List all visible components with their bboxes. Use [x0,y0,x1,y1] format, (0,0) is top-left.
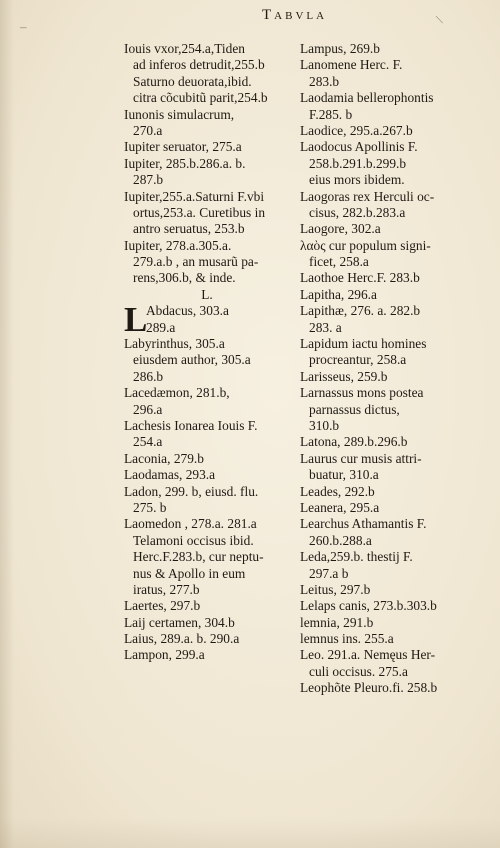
index-column-right [300,41,462,697]
index-entry: Leda,259.b. thestij F. [300,549,413,565]
index-entry: Lampus, 269.b [300,41,380,56]
index-entry: Iupiter seruator, 275.a [124,139,242,155]
index-entry: Larnassus mons postea [300,385,424,401]
index-entry: Leo. 291.a. Nemęus Her- [300,647,436,663]
index-entry: Iupiter,255.a.Saturni F.vbi [124,188,265,204]
index-entry: Iunonis simulacrum, [124,106,235,122]
index-entry: Lanomene Herc. F. [300,57,403,73]
index-entry: Lapithæ, 276. a. 282.b [300,303,421,319]
index-entry: nus & Apollo in eum [133,565,246,581]
index-entry: 286.b [133,368,164,384]
index-entry: 297.a b [309,565,349,581]
index-entry: Lacedæmon, 281.b, [124,385,230,401]
page-header [0,5,500,35]
index-entry: buatur, 310.a [309,467,379,483]
margin-mark: \ [434,12,445,29]
index-entry: Iupiter, 285.b.286.a. b. [124,155,246,171]
index-entry: Lampon, 299.a [124,647,205,663]
index-entry: L. [201,286,213,302]
index-entry: Lelaps canis, 273.b.303.b [300,598,437,614]
running-title: Tabvla [262,7,328,23]
index-entry: ortus,253.a. Curetibus in [133,204,266,220]
index-entry: Laodice, 295.a.267.b [300,122,413,138]
index-entry: Laodamas, 293.a [124,467,216,483]
index-entry: 275. b [133,499,167,515]
index-entry: Herc.F.283.b, cur neptu- [133,549,264,565]
index-entry: Iupiter, 278.a.305.a. [124,237,232,253]
index-entry: Lachesis Ionarea Iouis F. [124,417,258,433]
index-entry: Leanera, 295.a [300,499,380,515]
index-entry: eiusdem author, 305.a [133,352,251,368]
index-entry: 283. a [309,319,342,335]
index-entry: iratus, 277.b [133,581,200,597]
index-entry: Telamoni occisus ibid. [133,532,254,548]
index-entry: 270.a [133,122,163,138]
index-entry: cisus, 282.b.283.a [309,204,406,220]
index-entry: Laodocus Apollinis F. [300,139,418,155]
index-entry: lemnus ins. 255.a [300,631,394,647]
index-entry: 279.a.b , an musarũ pa- [133,254,259,270]
index-entry: citra cõcubitũ parit,254.b [133,90,268,106]
header-dash: – [20,19,27,34]
dropcap-letter: L [124,300,148,340]
index-entry: parnassus dictus, [309,401,400,417]
index-entry: Laij certamen, 304.b [124,614,235,630]
index-entry: Laothoe Herc.F. 283.b [300,270,420,286]
index-entry: Laogore, 302.a [300,221,381,237]
index-entry: Saturno deuorata,ibid. [133,73,252,89]
index-entry: Laconia, 279.b [124,450,204,466]
index-entry: Laurus cur musis attri- [300,450,422,466]
index-entry: Laomedon , 278.a. 281.a [124,516,257,532]
index-entry: ad inferos detrudit,255.b [133,57,265,73]
index-entry: Laogoras rex Herculi oc- [300,188,435,204]
index-entry: Leophõte Pleuro.fi. 258.b [300,680,438,696]
index-entry: procreantur, 258.a [309,352,407,368]
page-foot-shadow [0,818,500,848]
index-entry: Iouis vxor,254.a,Tiden [124,41,245,56]
index-entry: Leitus, 297.b [300,581,371,597]
index-entry: antro seruatus, 253.b [133,221,245,237]
index-entry: Learchus Athamantis F. [300,516,427,532]
index-entry: Labyrinthus, 305.a [124,336,225,352]
index-entry: 260.b.288.a [309,532,372,548]
index-entry: eius mors ibidem. [309,172,405,188]
index-entry: Laertes, 297.b [124,598,201,614]
index-entry: 258.b.291.b.299.b [309,155,407,171]
index-entry: λαὸς cur populum signi- [300,237,431,253]
index-entry: Abdacus, 303.a [146,303,229,319]
index-entry: Larisseus, 259.b [300,368,388,384]
index-entry: 287.b [133,172,164,188]
index-entry: culi occisus. 275.a [309,663,408,679]
index-entry: Lapidum iactu homines [300,336,427,352]
page-spine-shadow [0,0,14,848]
index-entry: Lapitha, 296.a [300,286,377,302]
index-entry: Latona, 289.b.296.b [300,434,408,450]
index-entry: ficet, 258.a [309,254,369,270]
index-entry: 254.a [133,434,163,450]
index-column-left [124,41,290,664]
index-entry: 289.a [146,319,176,335]
index-entry: 296.a [133,401,163,417]
index-entry: Ladon, 299. b, eiusd. flu. [124,483,259,499]
index-entry: lemnia, 291.b [300,614,374,630]
index-entry: Laodamia bellerophontis [300,90,434,106]
index-entry: 283.b [309,73,340,89]
index-entry: Laius, 289.a. b. 290.a [124,631,240,647]
index-entry: Leades, 292.b [300,483,375,499]
index-entry: rens,306.b, & inde. [133,270,236,286]
index-entry: 310.b [309,417,340,433]
index-entry: F.285. b [309,106,353,122]
